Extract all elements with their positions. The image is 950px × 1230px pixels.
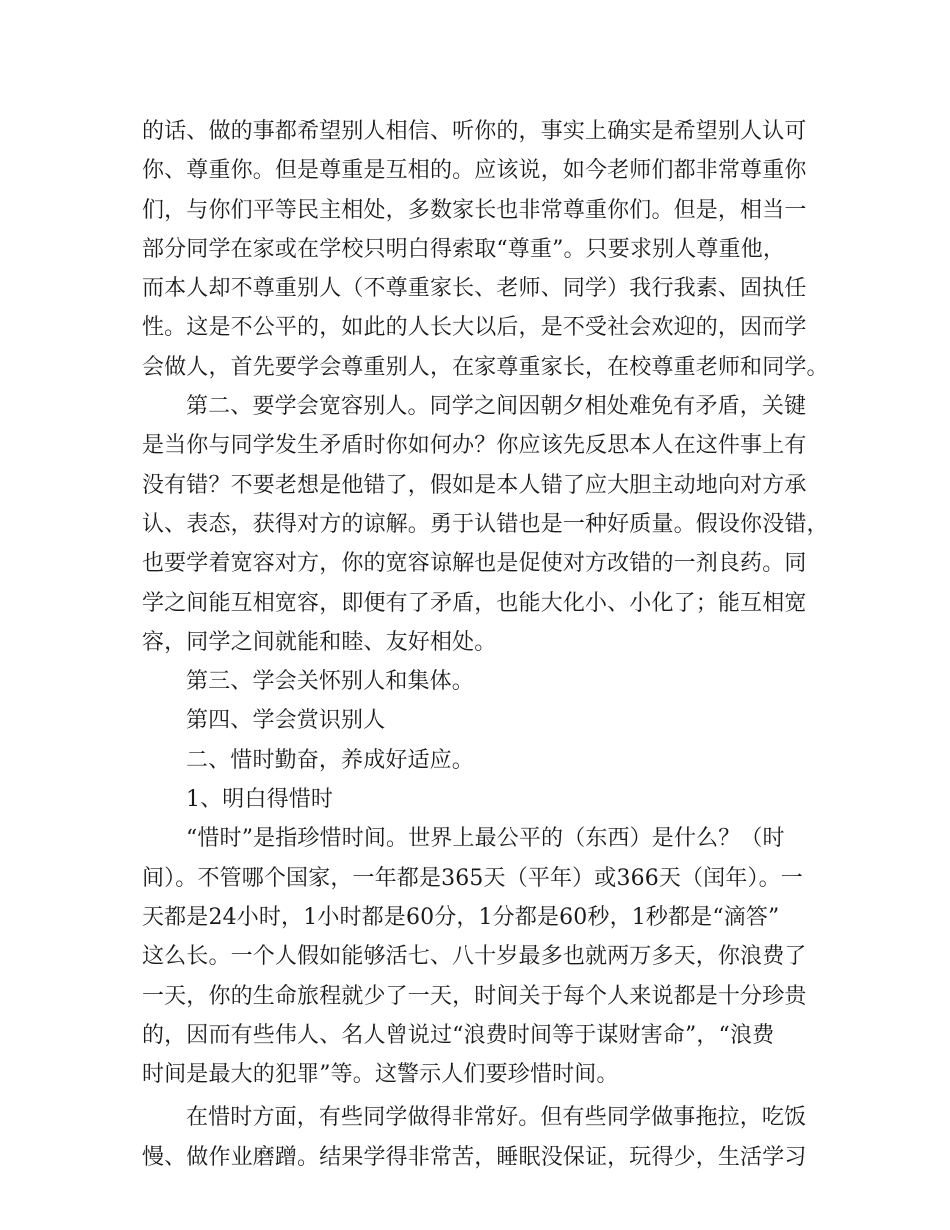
text-line: 一天，你的生命旅程就少了一天，时间关于每个人来说都是十分珍贵 (142, 983, 807, 1009)
text-line: 会做人，首先要学会尊重别人，在家尊重家长，在校尊重老师和同学。 (142, 354, 829, 380)
text-line: 是当你与同学发生矛盾时你如何办？你应该先反思本人在这件事上有 (142, 433, 807, 459)
paragraph-start-line: “惜时”是指珍惜时间。世界上最公平的（东西）是什么？（时 (186, 826, 785, 852)
section-heading-line: 二、惜时勤奋，养成好适应。 (186, 747, 474, 773)
section-heading-line: 第三、学会关怀别人和集体。 (186, 669, 474, 695)
document-body (142, 112, 829, 1177)
text-line: 容，同学之间就能和睦、友好相处。 (142, 629, 497, 655)
paragraph-start-line: 第二、要学会宽容别人。同学之间因朝夕相处难免有矛盾，关键 (186, 394, 807, 420)
text-line: 的，因而有些伟人、名人曾说过“浪费时间等于谋财害命”，“浪费 (142, 1022, 775, 1048)
text-line: 天都是24小时，1小时都是60分，1分都是60秒，1秒都是“滴答” (142, 904, 780, 930)
text-line: 认、表态，获得对方的谅解。勇于认错也是一种好质量。假设你没错， (142, 511, 829, 537)
text-line: 也要学着宽容对方，你的宽容谅解也是促使对方改错的一剂良药。同 (142, 551, 807, 577)
text-line: 的话、做的事都希望别人相信、听你的，事实上确实是希望别人认可 (142, 119, 807, 144)
text-line: 而本人却不尊重别人（不尊重家长、老师、同学）我行我素、固执任 (142, 276, 807, 302)
text-line: 你、尊重你。但是尊重是互相的。应该说，如今老师们都非常尊重你 (142, 158, 807, 184)
paragraph-start-line: 在惜时方面，有些同学做得非常好。但有些同学做事拖拉，吃饭 (186, 1105, 807, 1131)
text-line: 学之间能互相宽容，即便有了矛盾，也能大化小、小化了；能互相宽 (142, 590, 807, 616)
text-line: 这么长。一个人假如能够活七、八十岁最多也就两万多天，你浪费了 (142, 944, 807, 970)
text-line: 性。这是不公平的，如此的人长大以后，是不受社会欢迎的，因而学 (142, 315, 807, 341)
section-heading-line: 第四、学会赏识别人 (186, 708, 386, 734)
text-line: 没有错？不要老想是他错了，假如是本人错了应大胆主动地向对方承 (142, 472, 807, 498)
text-line: 时间是最大的犯罪”等。这警示人们要珍惜时间。 (142, 1062, 619, 1088)
text-line: 部分同学在家或在学校只明白得索取“尊重”。只要求别人尊重他， (142, 236, 785, 262)
text-line: 慢、做作业磨蹭。结果学得非常苦，睡眠没保证，玩得少，生活学习 (142, 1144, 807, 1170)
text-line: 间）。不管哪个国家，一年都是365天（平年）或366天（闰年）。一 (142, 865, 803, 891)
text-line: 们，与你们平等民主相处，多数家长也非常尊重你们。但是，相当一 (142, 197, 807, 223)
section-heading-line: 1、明白得惜时 (186, 787, 334, 813)
